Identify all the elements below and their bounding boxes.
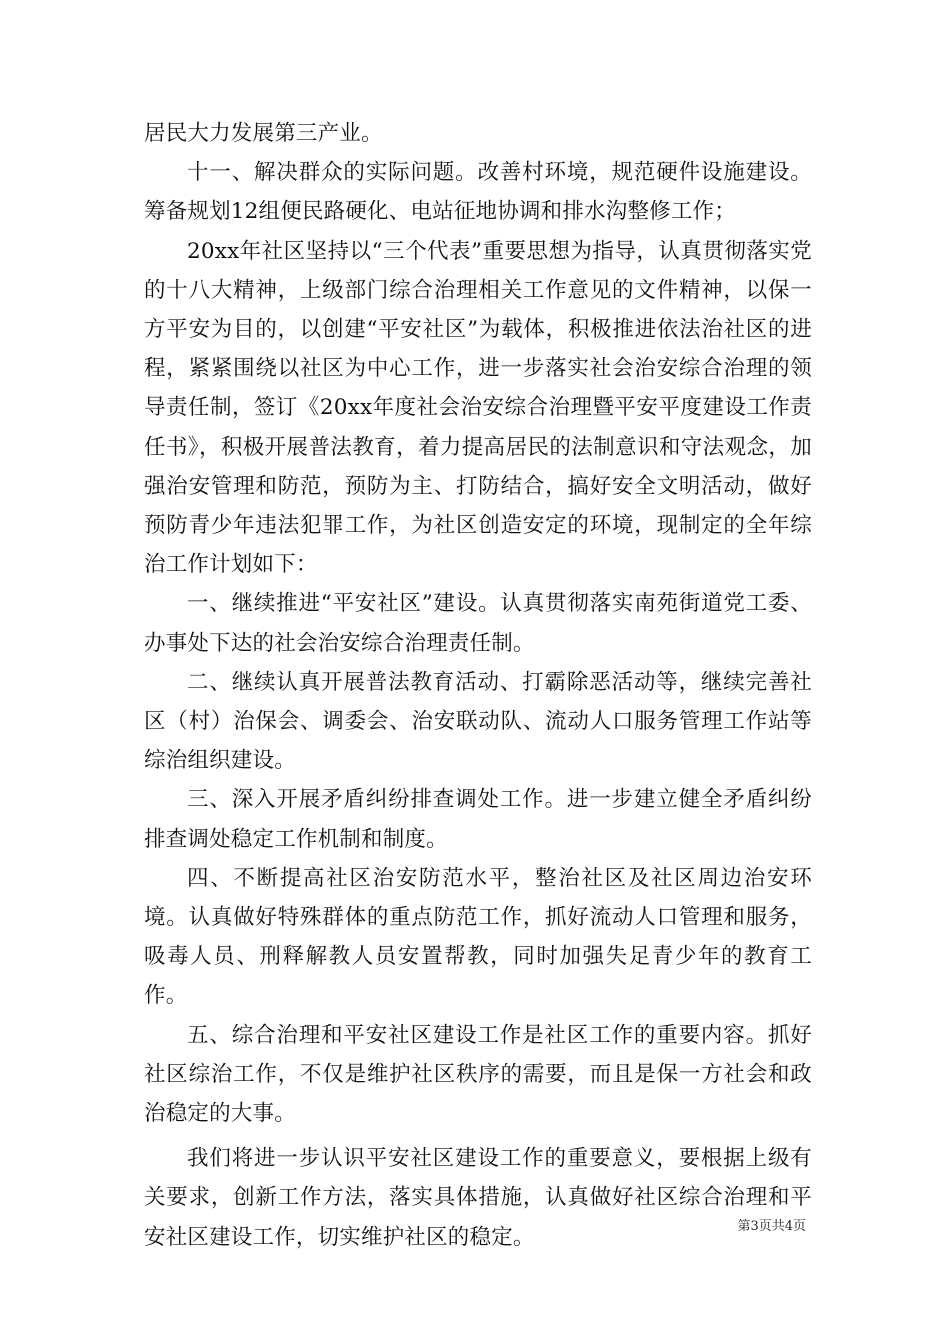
paragraph-item-one: 一、继续推进“平安社区”建设。认真贯彻落实南苑街道党工委、办事处下达的社会治安综合治理责任制。 [144, 591, 812, 656]
paragraph-item-four: 四、不断提高社区治安防范水平，整治社区及社区周边治安环境。认真做好特殊群体的重点防范工作，抓好流动人口管理和服务，吸毒人员、刑释解教人员安置帮教，同时加强失足青少年的教育工作。 [144, 865, 812, 1009]
paragraph-item-five: 五、综合治理和平安社区建设工作是社区工作的重要内容。抓好社区综治工作，不仅是维护社区秩序的需要，而且是保一方社会和政治稳定的大事。 [144, 1022, 812, 1127]
paragraph-item-three: 三、深入开展矛盾纠纷排查调处工作。进一步建立健全矛盾纠纷排查调处稳定工作机制和制度。 [144, 787, 812, 852]
paragraph-intro: 20xx年社区坚持以“三个代表”重要思想为指导，认真贯彻落实党的十八大精神，上级部门综合治理相关工作意见的文件精神，以保一方平安为目的，以创建“平安社区”为载体，积极推进依法治社区的进程，紧紧围绕以社区为中心工作，进一步落实社会治安综合治理的领导责任制，签订《20xx年度社会治安综合治理暨平安平度建设工作责任书》，积极开展普法教育，着力提高居民的法制意识和守法观念，加强治安管理和防范，预防为主、打防结合，搞好安全文明活动，做好预防青少年违法犯罪工作，为社区创造安定的环境，现制定的全年综治工作计划如下： [144, 238, 812, 578]
paragraph-item-eleven: 十一、解决群众的实际问题。改善村环境，规范硬件设施建设。筹备规划12组便民路硬化、电站征地协调和排水沟整修工作； [144, 160, 812, 225]
paragraph-item-two: 二、继续认真开展普法教育活动、打霸除恶活动等，继续完善社区（村）治保会、调委会、治安联动队、流动人口服务管理工作站等综治组织建设。 [144, 669, 812, 774]
page-number-footer: 第3页共4页 [737, 1219, 806, 1234]
document-body [144, 114, 812, 1257]
paragraph-continuation: 居民大力发展第三产业。 [144, 121, 383, 146]
paragraph-conclusion: 我们将进一步认识平安社区建设工作的重要意义，要根据上级有关要求，创新工作方法，落实具体措施，认真做好社区综合治理和平安社区建设工作，切实维护社区的稳定。 [144, 1146, 812, 1250]
